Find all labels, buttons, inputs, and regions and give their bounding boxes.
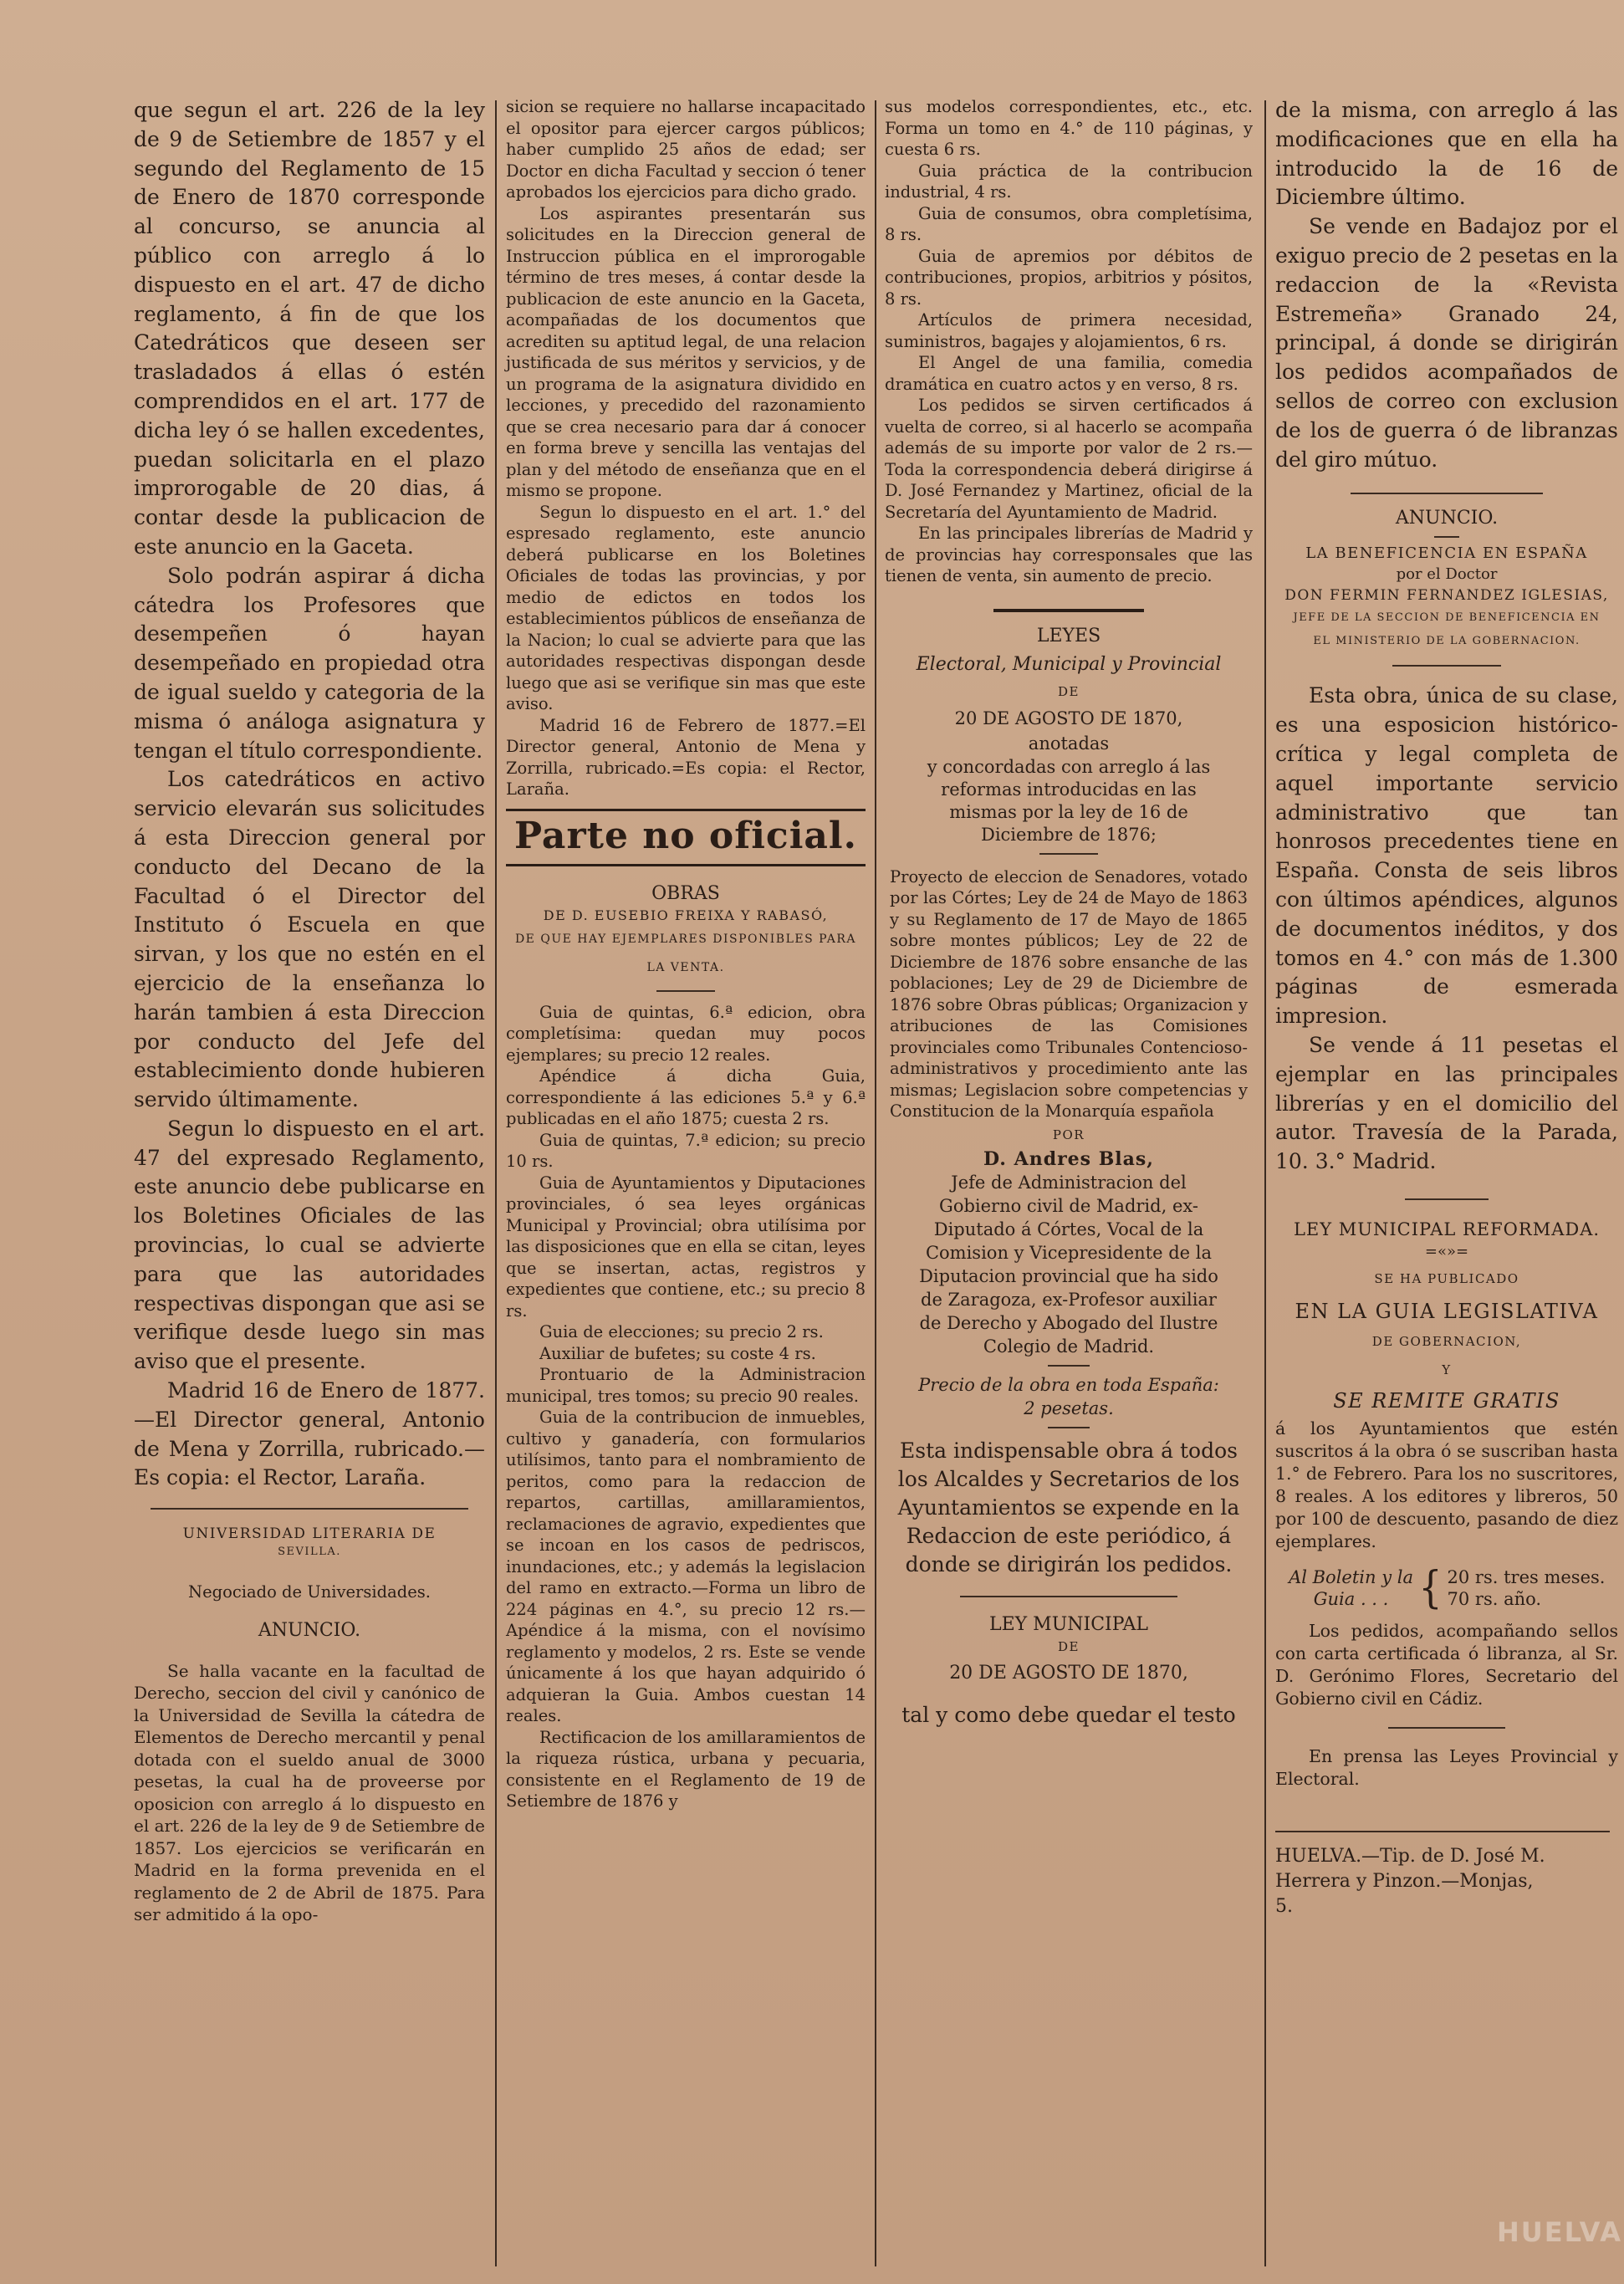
list-item: Guia de consumos, obra completísima, 8 rs. xyxy=(885,203,1253,244)
section-title: LEYES xyxy=(1036,625,1101,646)
paragraph: Se vende á 11 pesetas el ejemplar en las principales librerías y en el domicilio del autor. Travesía de la Parada, 10. 3.° Madrid. xyxy=(1275,1032,1618,1174)
section-title: LEY MUNICIPAL xyxy=(989,1613,1148,1635)
list-item: Apéndice á dicha Guia, correspondiente á las ediciones 5.ª y 6.ª publicadas en el año 1875; cuesta 2 rs. xyxy=(506,1066,866,1128)
date-line: 20 DE AGOSTO DE 1870, xyxy=(954,708,1183,728)
divider xyxy=(1048,1365,1090,1367)
section-title: ANUNCIO. xyxy=(258,1619,361,1641)
subtitle: POR xyxy=(1052,1127,1085,1142)
author-titles: Jefe de Administracion del Gobierno civil de Madrid, ex-Diputado á Córtes, Vocal de la Comision y Vicepresidente de la Diputacion provincial que ha sido de Zaragoza, ex-Profesor auxiliar de Derecho y Abogado del Ilustre Colegio de Madrid. xyxy=(919,1172,1218,1357)
divider xyxy=(960,1596,1177,1597)
price: 2 pesetas. xyxy=(1024,1397,1114,1418)
publication-title: EN LA GUIA LEGISLATIVA xyxy=(1295,1299,1599,1323)
paragraph: sicion se requiere no hallarse incapacitado el opositor para ejercer cargos públicos; haber cumplido 25 años de edad; ser Doctor en dicha Facultad y seccion ó tener aprobados los ejercicios para dicho grado. xyxy=(506,97,866,202)
subscription-rates xyxy=(1448,1566,1606,1610)
column-3 xyxy=(885,96,1253,1730)
paragraph: Los aspirantes presentarán sus solicitudes en la Direccion general de Instruccion pública en el improrogable término de tres meses, á contar desde la publicacion de este anuncio en la Gaceta, acompañadas de los documentos que acrediten su aptitud legal, de una relacion justificada de sus méritos y servicios, y de un programa de la asignatura dividido en lecciones, y precedido del razonamiento que se crea necesario para dar á conocer en forma breve y sencilla las ventajas del plan y del método de enseñanza que en el mismo se propone. xyxy=(506,203,866,500)
subtitle: DE xyxy=(1058,1638,1080,1654)
divider xyxy=(151,1508,468,1510)
printer-imprint: HUELVA.—Tip. de D. José M. Herrera y Pinzon.—Monjas, 5. xyxy=(1275,1845,1545,1917)
list-item: sus modelos correspondientes, etc., etc. Forma un tomo en 4.° de 110 páginas, y cuesta 6 rs. xyxy=(885,97,1253,159)
paragraph: Solo podrán aspirar á dicha cátedra los Profesores que desempeñen ó hayan desempeñado en propiedad otra de igual sueldo y categoria de la misma ó análoga asignatura y tengan el título correspondiente. xyxy=(134,563,485,763)
paragraph: Esta indispensable obra á todos los Alcaldes y Secretarios de los Ayuntamientos se expende en la Redaccion de este periódico, á donde se dirigirán los pedidos. xyxy=(897,1438,1240,1576)
paragraph: Se halla vacante en la facultad de Derecho, seccion del civil y canónico de la Universidad de Sevilla la cátedra de Elementos de Derecho mercantil y penal dotada con el sueldo anual de 3000 pesetas, la cual ha de proveerse por oposicion con arreglo á lo dispuesto en el art. 226 de la ley de 9 de Setiembre de 1857. Los ejercicios se verificarán en Madrid en la forma prevenida en el reglamento de 2 de Abril de 1875. Para ser admitido á la opo- xyxy=(134,1660,485,1925)
column-rule xyxy=(875,100,876,2266)
paragraph: á los Ayuntamientos que estén suscritos á la obra ó se suscriban hasta 1.° de Febrero. Para los no suscritores, 8 reales. A los editores y libreros, 50 por 100 de descuento, pasando de diez ejemplares. xyxy=(1275,1418,1618,1551)
paragraph: que segun el art. 226 de la ley de 9 de Setiembre de 1857 y el segundo del Reglamento de 15 de Enero de 1870 corresponde al concurso, se anuncia al público con arreglo á lo dispuesto en el art. 47 de dicho reglamento, á fin de que los Catedráticos que deseen ser trasladados á ellas ó estén comprendidos en el art. 177 de dicha ley ó se hallen excedentes, puedan solicitarla en el plazo improrogable de 20 dias, á contar desde la publicacion de este anuncio en la Gaceta. xyxy=(134,98,485,559)
column-1 xyxy=(134,96,485,1926)
subheading: DE QUE HAY EJEMPLARES DISPONIBLES PARA LA VENTA. xyxy=(514,932,857,974)
divider xyxy=(656,990,715,992)
subscription-box xyxy=(1275,1561,1618,1613)
author-name: D. Andres Blas, xyxy=(983,1147,1154,1170)
paragraph: Segun lo dispuesto en el art. 1.° del espresado reglamento, este anuncio deberá publicarse en los Boletines Oficiales de todas las provincias, y por medio de edictos en todos los establecimientos públicos de enseñanza de la Nacion; lo cual se advierte para que las autoridades respectivas dispongan desde luego que asi se verifique sin mas que este aviso. xyxy=(506,502,866,713)
divider xyxy=(1275,1831,1610,1832)
divider xyxy=(1039,853,1098,855)
subtitle: Y xyxy=(1442,1362,1452,1377)
brace: { xyxy=(1418,1561,1443,1613)
list-item: Guia de Ayuntamientos y Diputaciones provinciales, ó sea leyes orgánicas Municipal y Provincial; obra utilísima por las disposiciones que en ella se citan, leyes que se insertan, actas, registros y expedientes que contiene, etc.; su precio 8 rs. xyxy=(506,1173,866,1321)
column-4 xyxy=(1275,96,1618,1919)
subtitle: anotadas xyxy=(1028,733,1110,754)
paragraph: Proyecto de eleccion de Senadores, votado por las Córtes; Ley de 24 de Mayo de 1863 y su Reglamento de 17 de Mayo de 1865 sobre montes públicos; Ley de 22 de Diciembre de 1876 sobre ensanche de las poblaciones; Ley de 29 de Diciembre de 1876 sobre Obras públicas; Organizacion y atribuciones de las Comisiones provinciales como Tribunales Contencioso-administrativos y procedimiento ante las mismas; Legislacion sobre competencias y Constitucion de la Monarquía española xyxy=(890,866,1248,1121)
ornament: =«»= xyxy=(1424,1242,1469,1260)
heading: SEVILLA. xyxy=(278,1546,341,1559)
section-title: OBRAS xyxy=(651,882,720,904)
list-item: Guia de elecciones; su precio 2 rs. xyxy=(539,1322,824,1341)
paragraph: Los pedidos, acompañando sellos con carta certificada ó libranza, al Sr. D. Gerónimo Flores, Secretario del Gobierno civil en Cádiz. xyxy=(1275,1620,1618,1709)
section-banner: Parte no oficial. xyxy=(506,809,866,866)
book-title: LA BENEFICENCIA EN ESPAÑA xyxy=(1305,544,1588,563)
column-2 xyxy=(506,96,866,1812)
list-item: Guia práctica de la contribucion industrial, 4 rs. xyxy=(885,161,1253,202)
rate: 20 rs. tres meses. xyxy=(1447,1566,1606,1587)
list-item: Prontuario de la Administracion municipal, tres tomos; su precio 90 reales. xyxy=(506,1365,866,1406)
paragraph: tal y como debe quedar el testo xyxy=(901,1702,1236,1727)
signature-line: Madrid 16 de Enero de 1877.—El Director general, Antonio de Mena y Zorrilla, rubricado.—Es copia: el Rector, Laraña. xyxy=(134,1378,485,1490)
author-name: DON FERMIN FERNANDEZ IGLESIAS, xyxy=(1284,587,1609,605)
paragraph: Los pedidos se sirven certificados á vuelta de correo, si al hacerlo se acompaña además de su importe por valor de 2 rs.—Toda la correspondencia deberá dirigirse á D. José Fernandez y Martinez, oficial de la Secretaría del Ayuntamiento de Madrid. xyxy=(885,396,1253,522)
heading: UNIVERSIDAD LITERARIA DE xyxy=(182,1525,437,1543)
column-rule xyxy=(1264,100,1266,2266)
divider xyxy=(1351,493,1543,494)
paragraph: Segun lo dispuesto en el art. 47 del expresado Reglamento, este anuncio debe publicarse en los Boletines Oficiales de las provincias, lo cual se advierte para que las autoridades respectivas dispongan que asi se verifique desde luego sin mas aviso que el presente. xyxy=(134,1116,485,1374)
subtitle: y concordadas con arreglo á las reformas introducidas en las mismas por la ley de 16 de Diciembre de 1876; xyxy=(927,756,1211,845)
list-item: Auxiliar de bufetes; su coste 4 rs. xyxy=(539,1343,816,1363)
paragraph: En las principales librerías de Madrid y de provincias hay corresponsales que las tienen de venta, sin aumento de precio. xyxy=(885,524,1253,585)
paragraph: Esta obra, única de su clase, es una esposicion histórico-crítica y legal completa de aquel importante servicio administrativo que tan honrosos precedentes tiene en España. Consta de seis libros con últimos apéndices, algunos de documentos inéditos, y dos tomos en 4.° con más de 1.300 páginas de esmerada impresion. xyxy=(1275,683,1618,1029)
signature-line: Madrid 16 de Febrero de 1877.=El Director general, Antonio de Mena y Zorrilla, rubricado.=Es copia: el Rector, Laraña. xyxy=(506,715,866,799)
author-titles: JEFE DE LA SECCION DE BENEFICENCIA EN EL MINISTERIO DE LA GOBERNACION. xyxy=(1293,611,1601,648)
rate: 70 rs. año. xyxy=(1447,1588,1542,1609)
list-item: El Angel de una familia, comedia dramática en cuatro actos y en verso, 8 rs. xyxy=(885,353,1253,394)
divider xyxy=(1392,665,1501,667)
divider xyxy=(993,609,1144,612)
section-title: ANUNCIO. xyxy=(1395,508,1499,529)
divider xyxy=(1405,1198,1489,1200)
list-item: Guia de quintas, 7.ª edicion; su precio 10 rs. xyxy=(506,1130,866,1171)
paragraph: Los catedráticos en activo servicio elevarán sus solicitudes á esta Direccion general por conducto del Decano de la Facultad ó el Director del Instituto ó Escuela en que sirvan, y los que no estén en el ejercicio de la enseñanza lo harán tambien á esta Direccion por conducto del Jefe del establecimiento donde hubieren servido últimamente. xyxy=(134,767,485,1112)
price-label: Precio de la obra en toda España: xyxy=(918,1374,1219,1395)
list-item: Guia de quintas, 6.ª edicion, obra completísima: quedan muy pocos ejemplares; su precio 12 reales. xyxy=(506,1002,866,1065)
date-line: 20 DE AGOSTO DE 1870, xyxy=(949,1662,1188,1684)
list-item: Guia de apremios por débitos de contribuciones, propios, arbitrios y pósitos, 8 rs. xyxy=(885,246,1253,309)
subtitle: DE xyxy=(1058,683,1080,699)
list-item: Artículos de primera necesidad, suministros, bagajes y alojamientos, 6 rs. xyxy=(885,310,1253,351)
list-item: Rectificacion de los amillaramientos de la riqueza rústica, urbana y pecuaria, consistente en el Reglamento de 19 de Setiembre de 1876 y xyxy=(506,1727,866,1811)
emphasis-title: SE REMITE GRATIS xyxy=(1333,1388,1560,1413)
paragraph: En prensa las Leyes Provincial y Electoral. xyxy=(1275,1745,1618,1789)
subtitle: SE HA PUBLICADO xyxy=(1374,1270,1519,1286)
divider xyxy=(1434,536,1459,538)
library-watermark: HUELVA xyxy=(1497,2216,1622,2248)
list-item: Guia de la contribucion de inmuebles, cultivo y ganadería, con formularios utilísimos, tanto para el nombramiento de peritos, como para la redaccion de repartos, cartillas, amillaramientos, reclamaciones de agravio, expedientes que se incoan en los casos de pedriscos, inundaciones, etc.; y además la legislacion del ramo en extracto.—Forma un libro de 224 páginas en 4.°, su precio 12 rs.—Apéndice á la misma, con el novísimo reglamento y modelos, 2 rs. Este se vende únicamente á los que hayan adquirido ó adquieran la Guia. Ambos cuestan 14 reales. xyxy=(506,1408,866,1725)
section-title: LEY MUNICIPAL REFORMADA. xyxy=(1293,1219,1601,1239)
author-line: DE D. EUSEBIO FREIXA Y RABASÓ, xyxy=(543,907,829,923)
paragraph: de la misma, con arreglo á las modificaciones que en ella ha introducido la de 16 de Diciembre último. xyxy=(1275,98,1618,210)
divider xyxy=(1388,1727,1505,1729)
subtitle: DE GOBERNACION, xyxy=(1371,1333,1522,1349)
column-rule xyxy=(495,100,497,2266)
subtitle: por el Doctor xyxy=(1396,565,1498,584)
subscription-label: Al Boletin y la Guia . . . xyxy=(1289,1566,1413,1609)
subheading: Negociado de Universidades. xyxy=(188,1582,431,1602)
divider xyxy=(1048,1427,1090,1428)
paragraph: Se vende en Badajoz por el exiguo precio de 2 pesetas en la redaccion de la «Revista Estremeña» Granado 24, principal, á donde se dirigirán los pedidos acompañados de sellos de correo con exclusion de los de guerra ó de libranzas del giro mútuo. xyxy=(1275,214,1618,472)
subtitle: Electoral, Municipal y Provincial xyxy=(916,653,1222,675)
